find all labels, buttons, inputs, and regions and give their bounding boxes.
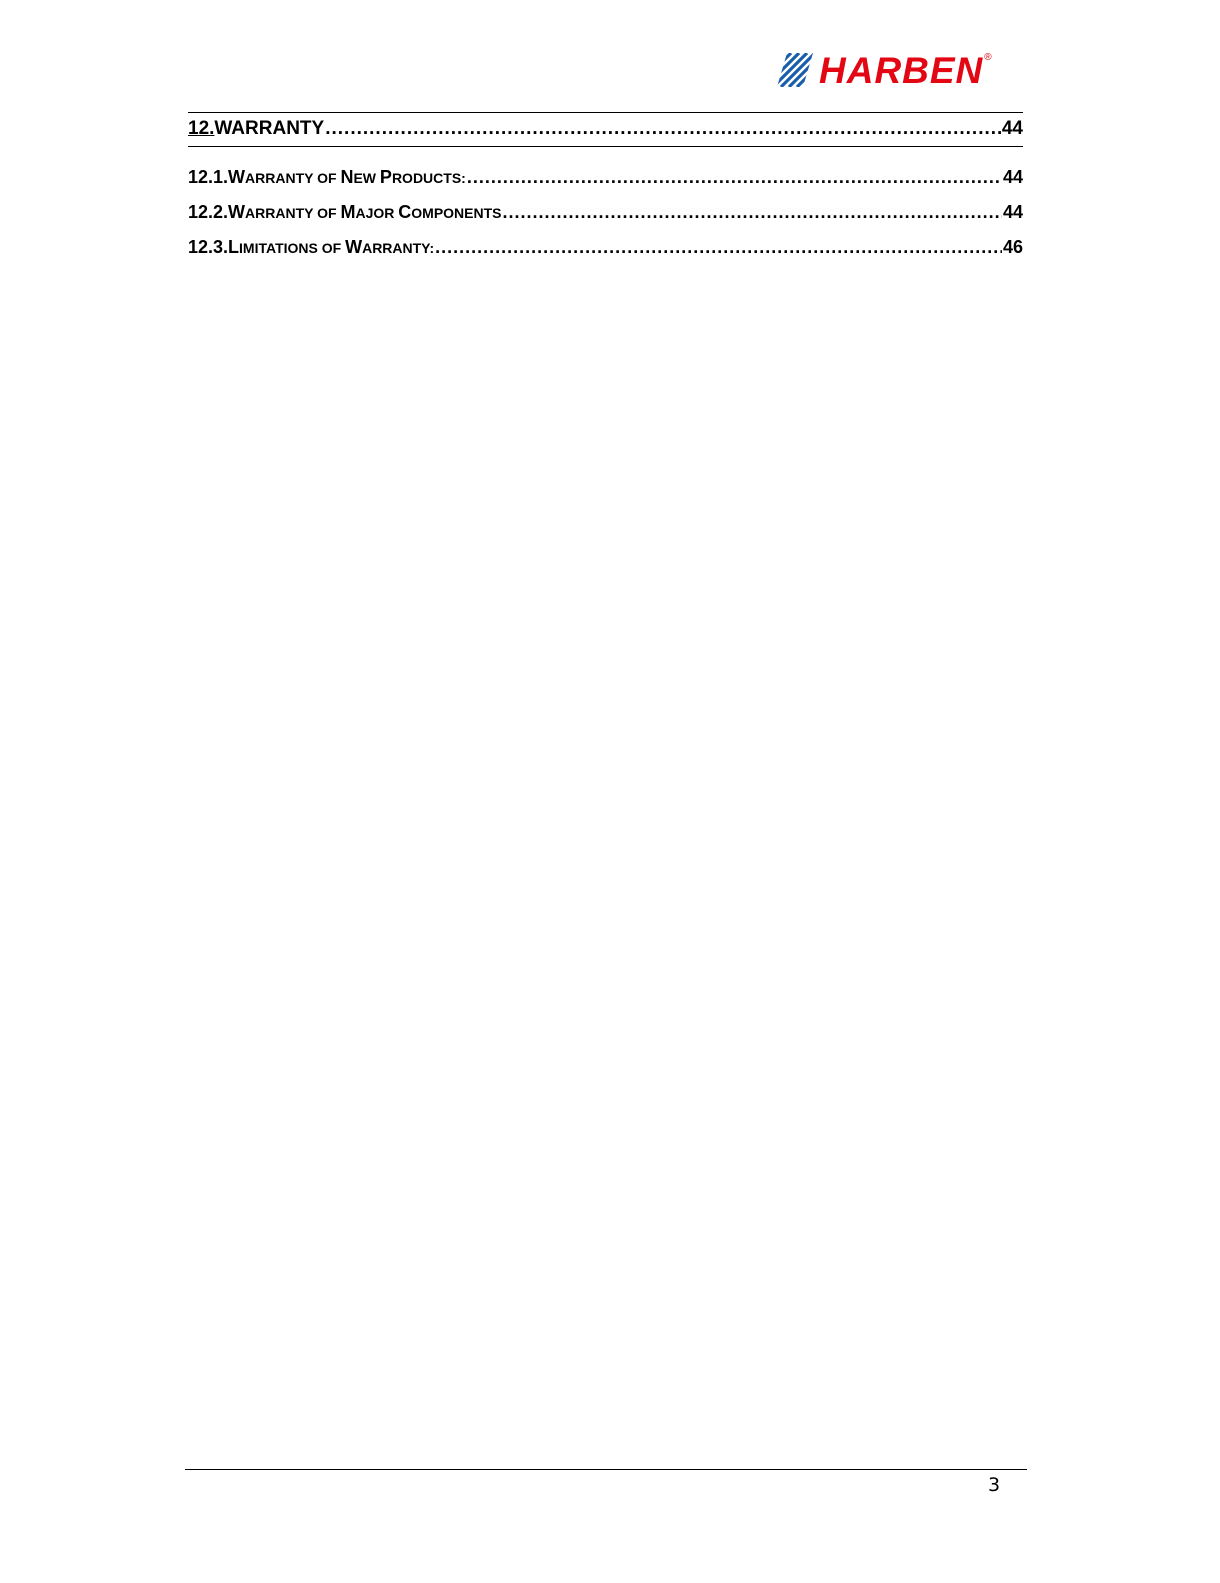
toc-entry[interactable] [188,202,1023,237]
toc-entry-number: 12.2. [188,202,229,222]
toc-entry-title [228,237,434,258]
toc-section-page: 44 [1001,118,1023,139]
toc-entry-page: 46 [1002,237,1023,257]
toc-leader [503,202,1002,223]
toc-entry[interactable] [188,167,1023,202]
toc-entry-title-part: RODUCTS: [391,170,466,186]
toc-section-title: WARRANTY [214,118,325,139]
toc-entry-page: 44 [1002,167,1023,187]
toc-entry-title-part: ARRANTY OF [245,170,341,186]
footer-rule [185,1469,1027,1470]
toc-entry-title [228,167,466,188]
toc-entry-number: 12.1. [188,167,229,187]
toc-entry-title-part: P [379,167,392,187]
toc-entry-title [228,202,501,223]
harben-stripes-icon [777,53,813,87]
toc-entry-page: 44 [1002,202,1023,222]
toc-entry-title-part: W [228,202,246,222]
toc-entry-title-part: C [398,202,412,222]
toc-section-row[interactable] [188,118,1023,147]
toc-entry-title-part: M [340,202,356,222]
toc-entry-title-part: OMPONENTS [411,205,502,221]
table-of-contents [188,118,1023,272]
toc-entry-title-part: IMITATIONS OF [239,240,346,256]
toc-entry-number: 12.3. [188,237,229,257]
logo-wordmark: HARBEN [819,49,984,91]
toc-entry-title-part: EW [353,170,380,186]
toc-leader [467,167,1002,188]
page-number: 3 [987,1474,1001,1496]
toc-section-number: 12. [188,118,215,139]
toc-entry-title-part: ARRANTY: [362,240,435,256]
toc-leader [435,237,1002,258]
toc-entry-title-part: AJOR [355,205,399,221]
toc-entry-title-part: W [345,237,363,257]
toc-entry[interactable] [188,237,1023,272]
toc-leader [325,118,1001,140]
toc-entry-title-part: W [228,167,246,187]
registered-mark: ® [984,52,992,63]
toc-entry-title-part: N [340,167,354,187]
header-rule [188,112,1023,113]
toc-entry-title-part: L [228,237,240,257]
harben-logo [777,50,1027,90]
toc-entry-title-part: ARRANTY OF [245,205,341,221]
